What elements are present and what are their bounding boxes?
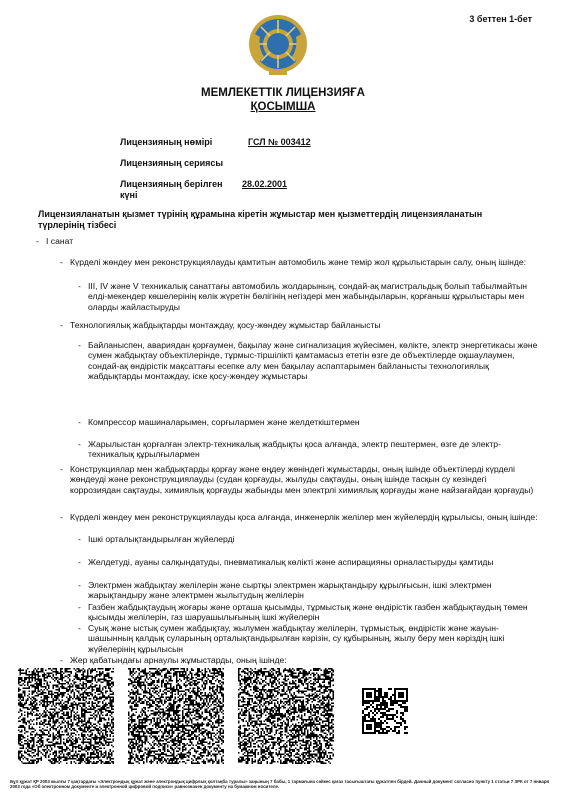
list-item: - Компрессор машиналарымен, сорғылармен және желдеткіштермен <box>78 417 360 427</box>
list-item: - Суық және ыстық сумен жабдықтау, жылумен жабдықтау желілерін, тұрмыстық, өндірістік және жауын-шашынның қалдық суларының орталықтандырылған кәрізін, су құбырының, жылу беру мен кәріздің ішкі жүйелерінің құрылысын <box>78 623 505 654</box>
license-number-value: ГСЛ № 003412 <box>248 137 311 147</box>
title-line-2: ҚОСЫМША <box>250 101 316 113</box>
list-item: - Күрделі жөндеу мен реконструкциялауды қамтитын автомобиль және темір жол құрылыстарын салу, оның ішінде: <box>60 257 527 267</box>
license-number-label: Лицензияның нөмірі <box>120 137 213 147</box>
list-item: - Күрделі жөндеу мен реконструкциялауды қоса алғанда, инженерлік желілер мен жүйелердің құрылысы, оның ішінде: <box>60 512 538 522</box>
license-date-value: 28.02.2001 <box>242 179 288 189</box>
list-item: - Технологиялық жабдықтарды монтаждау, қосу-жөндеу жұмыстар байланысты <box>60 320 381 330</box>
document-title <box>0 86 566 114</box>
page-number: 3 беттен 1-бет <box>469 14 532 24</box>
license-date-label: Лицензияның берілген күні <box>120 179 223 200</box>
list-item: - I санат <box>36 236 74 246</box>
state-emblem-icon <box>247 13 309 77</box>
qr-code-strip <box>18 668 548 778</box>
list-item: - Электрмен жабдықтау желілерін және сыртқы электрмен жарықтандыру құрылғысын, ішкі электрмен жарықтандыру және электрмен жылытудың желілерін <box>78 580 492 601</box>
qr-code-3-icon <box>238 668 334 764</box>
footer-legal-note: Бұл құжат ҚР 2003 жылғы 7 қаңтардағы «Электрондық құжат және электрондық цифрлық қолтаңба туралы» заңының 7 бабы, 1 тармағына сәйкес қағаз тасығыштағы құжатпен бірдей. Данный документ согласно пункту 1 статьи 7 ЗРК от 7 января 2003 года «Об электронном документе и электронной цифровой подписи» равнозначен документу на бумажном носителе. <box>10 779 550 790</box>
license-date-row <box>120 179 287 201</box>
qr-code-1-icon <box>18 668 114 764</box>
license-series-row <box>120 158 248 169</box>
qr-code-2-icon <box>128 668 224 764</box>
list-item: - Газбен жабдықтаудың жоғары және орташа қысымды, тұрмыстық және өндірістік газбен жабдықтаудың төмен қысымды желілерін, газ шаруашылығының ішкі жүйелерін <box>78 602 528 623</box>
list-item: - Жарылыстан қорғалған электр-техникалық жабдықты қоса алғанда, электр пештермен, өзге де электр-техникалық құрылғылармен <box>78 439 501 460</box>
license-series-label: Лицензияның сериясы <box>120 158 224 168</box>
license-number-row <box>120 137 311 148</box>
section-heading: Лицензияланатын қызмет түрінің құрамына кіретін жұмыстар мен қызметтердің лицензияланатын түрлерінің тізбесі <box>38 209 483 230</box>
list-item: - Жер қабатындағы арнаулы жұмыстарды, оның ішінде: <box>60 655 287 665</box>
list-item: - Желдетуді, ауаны салқындатуды, пневматикалық көлікті және аспирацияны орналастыруды қамтиды <box>78 557 494 567</box>
list-item: - Конструкциялар мен жабдықтарды қорғау және өңдеу жөніндегі жұмыстарды, оның ішінде объектілерді күрделі жөндеуді және реконструкциялауды (судан қорғауды, жылуды сақтауды, оның ішінде тасқын су кезіндегі коррозиядан сақтауды, химиялық қорғауды жабынды мен электрлі химиялық қорғауды және найзағайдан қорғауды) <box>60 464 534 495</box>
list-item: - Байланыспен, авариядан қорғаумен, бақылау және сигнализация жүйесімен, көлікте, электр энергетикасы және сумен жабдықтау объектілерінде, тұрмыс-тіршілікті қамтамасыз ететін өзге де объектілерде оқшаулаумен, сондай-ақ өндірістік мақсаттағы есепке алу мен бақылау аспаптарымен байланысты технологиялық жабдықтарды монтаждау, іске қосу-жөндеу жұмыстары <box>78 340 538 382</box>
list-item: - III, IV және V техникалық санаттағы автомобиль жолдарының, сондай-ақ магистральдық болып табылмайтын елді-мекендер көшелерінің көлік жүретін бөлігінің негіздері мен жабындыларын, қорғаныш құрылыстары мен оларды жайластыруды <box>78 281 527 312</box>
qr-code-main-icon <box>362 688 408 734</box>
title-line-1: МЕМЛЕКЕТТІК ЛИЦЕНЗИЯҒА <box>201 87 365 99</box>
list-item: - Ішкі орталықтандырылған жүйелерді <box>78 534 235 544</box>
